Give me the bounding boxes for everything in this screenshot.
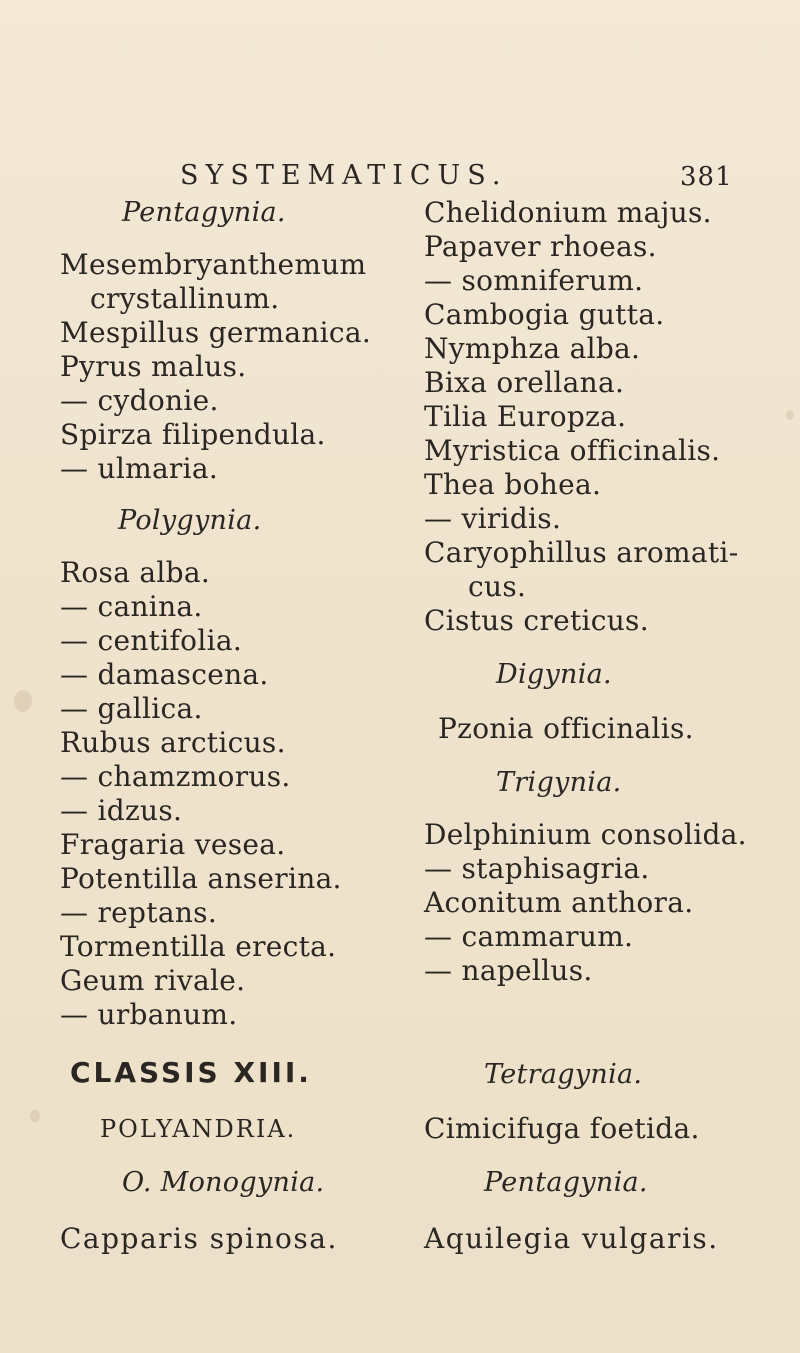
paper-stain [786, 410, 794, 420]
section-heading-polygynia: Polygynia. [118, 505, 262, 536]
list-item: — ulmaria. [60, 452, 219, 485]
list-item: — canina. [60, 590, 203, 623]
section-heading-digynia: Digynia. [496, 659, 612, 690]
list-item: Mespillus germanica. [60, 316, 372, 349]
section-heading-tetragynia: Tetragynia. [484, 1059, 643, 1090]
list-item: Cimicifuga foetida. [424, 1112, 700, 1145]
list-item: Tilia Europza. [424, 400, 627, 433]
list-item: — gallica. [60, 692, 203, 725]
list-item: Aconitum anthora. [424, 886, 694, 919]
list-item: — centifolia. [60, 624, 243, 657]
order-heading: POLYANDRIA. [100, 1115, 297, 1143]
list-item: — damascena. [60, 658, 269, 691]
list-item: Bixa orellana. [424, 366, 625, 399]
list-item: Chelidonium majus. [424, 196, 712, 229]
list-item: — reptans. [60, 896, 218, 929]
paper-stain [30, 1110, 40, 1122]
list-item: — idzus. [60, 794, 183, 827]
list-item: Rosa alba. [60, 556, 211, 589]
list-item: — viridis. [424, 502, 562, 535]
list-item: — urbanum. [60, 998, 238, 1031]
paper-stain [14, 690, 32, 712]
list-item: Papaver rhoeas. [424, 230, 657, 263]
section-heading-trigynia: Trigynia. [496, 767, 622, 798]
section-heading-pentagynia: Pentagynia. [484, 1167, 648, 1198]
list-item: Cistus creticus. [424, 604, 649, 637]
page-number: 381 [680, 162, 733, 192]
list-item: Myristica officinalis. [424, 434, 721, 467]
list-item: Mesembryanthemum [60, 248, 367, 281]
list-item: — napellus. [424, 954, 593, 987]
list-item: crystallinum. [90, 282, 280, 315]
list-item: Pzonia officinalis. [438, 712, 694, 745]
list-item: Spirza filipendula. [60, 418, 326, 451]
section-heading-pentagynia: Pentagynia. [122, 197, 286, 228]
list-item: Cambogia gutta. [424, 298, 665, 331]
class-heading: CLASSIS XIII. [70, 1056, 312, 1089]
running-title: SYSTEMATICUS. [180, 160, 508, 191]
list-item: cus. [468, 570, 527, 603]
list-item: Pyrus malus. [60, 350, 247, 383]
list-item: Rubus arcticus. [60, 726, 286, 759]
list-item: Geum rivale. [60, 964, 246, 997]
list-item: — somniferum. [424, 264, 644, 297]
list-item: — chamzmorus. [60, 760, 291, 793]
list-item: — cammarum. [424, 920, 634, 953]
list-item: — cydonie. [60, 384, 219, 417]
list-item: Nymphza alba. [424, 332, 641, 365]
list-item: Aquilegia vulgaris. [424, 1222, 719, 1255]
list-item: Fragaria vesea. [60, 828, 286, 861]
list-item: Tormentilla erecta. [60, 930, 337, 963]
list-item: Potentilla anserina. [60, 862, 342, 895]
list-item: Capparis spinosa. [60, 1222, 338, 1255]
list-item: Caryophillus aromati- [424, 536, 739, 569]
list-item: — staphisagria. [424, 852, 650, 885]
list-item: Delphinium consolida. [424, 818, 747, 851]
list-item: Thea bohea. [424, 468, 602, 501]
section-heading-monogynia: O. Monogynia. [122, 1167, 325, 1198]
